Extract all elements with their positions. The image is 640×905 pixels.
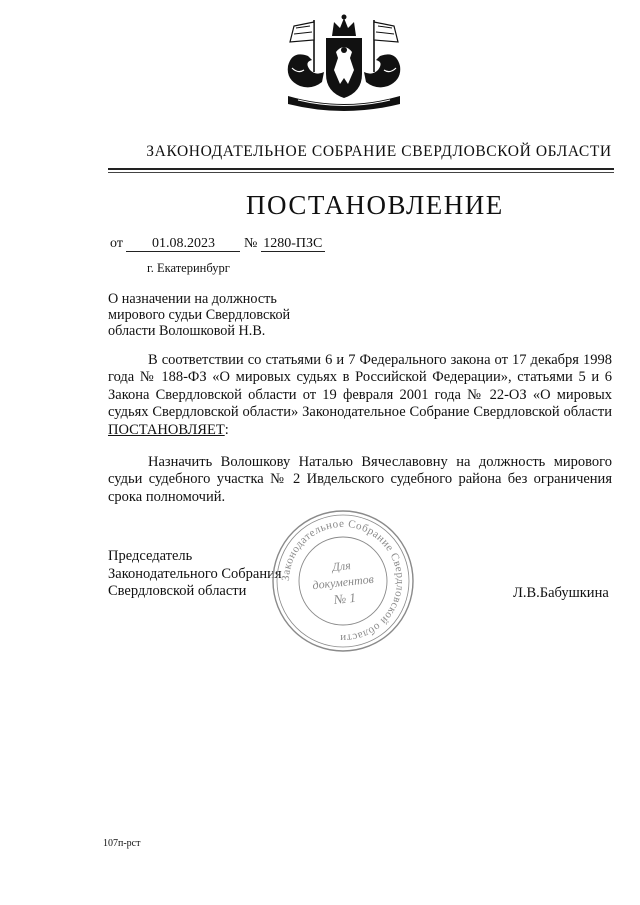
date-prefix: от — [110, 236, 123, 251]
city: г. Екатеринбург — [147, 261, 230, 275]
stamp-center-line: Для — [331, 558, 352, 575]
resolves-emphasis: ПОСТАНОВЛЯЕТ — [108, 421, 225, 438]
organization-header — [0, 143, 640, 161]
document-code: 107п-рст — [103, 838, 141, 849]
header-rule-thick — [108, 168, 614, 170]
signatory-line: Законодательного Собрания — [108, 565, 282, 582]
paragraph-1-text: В соответствии со статьями 6 и 7 Федерального закона от 17 декабря 1998 года № 188-ФЗ «О мировых судьях в Российской Федерации», статьями 5 и 6 Закона Свердловской области от 19 февраля 2001 года № 22-ОЗ «О мировых судьях Свердловской области» Законодательное Собрание Свердловской области — [108, 352, 612, 421]
body-paragraph-2: Назначить Волошкову Наталью Вячеславовну на должность мирового судьи судебного участка № 2 Ивдельского судебного района без ограничения срока полномочий. — [108, 454, 612, 505]
document-date: 01.08.2023 — [126, 236, 240, 252]
date-number-line — [110, 236, 325, 252]
signatory-line: Председатель — [108, 548, 193, 564]
number-prefix: № — [243, 236, 258, 251]
coat-of-arms-icon — [268, 12, 420, 120]
subject-line: области Волошковой Н.В. — [108, 323, 266, 339]
subject-line: мирового судьи Свердловской — [108, 307, 291, 323]
document-subject — [108, 291, 368, 339]
document-number: 1280-ПЗС — [261, 236, 325, 252]
stamp-center-line: документов — [311, 571, 375, 593]
stamp-center-line: № 1 — [333, 589, 357, 608]
stamp-ring-text: Законодательное Собрание Свердловской области — [279, 517, 407, 645]
subject-line: О назначении на должность — [108, 291, 277, 307]
header-rule-thin — [108, 172, 614, 173]
signatory-position — [108, 548, 282, 601]
body-paragraph-1 — [108, 352, 612, 439]
paragraph-1-end: : — [224, 421, 229, 438]
official-stamp-icon — [268, 506, 418, 656]
organization-name: ЗАКОНОДАТЕЛЬНОЕ СОБРАНИЕ СВЕРДЛОВСКОЙ ОБЛАСТИ — [146, 143, 612, 160]
signatory-name: Л.В.Бабушкина — [513, 585, 609, 601]
document-type-title: ПОСТАНОВЛЕНИЕ — [246, 190, 504, 220]
signatory-line: Свердловской области — [108, 583, 247, 599]
